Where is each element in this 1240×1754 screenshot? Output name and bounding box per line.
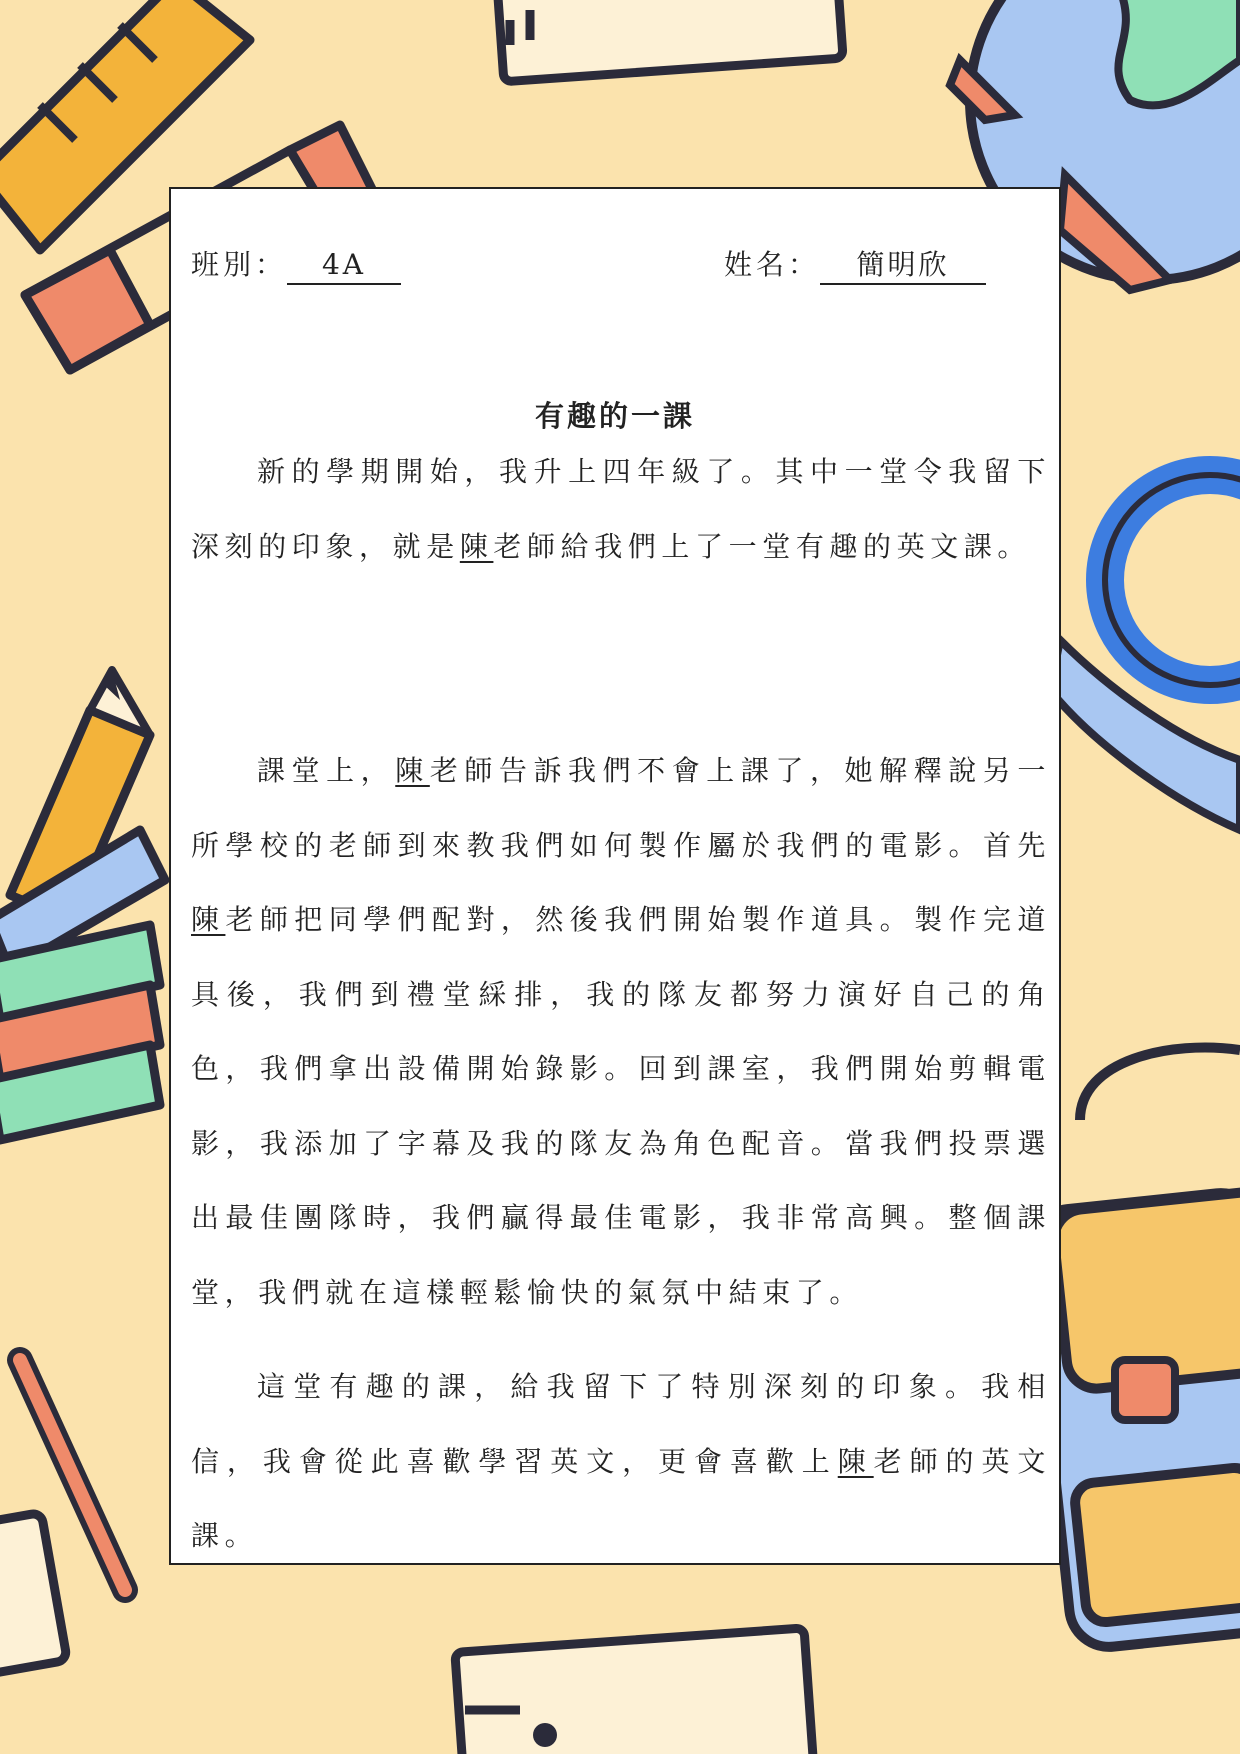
paragraph-2 bbox=[191, 734, 1051, 1330]
scissors-icon bbox=[1050, 475, 1240, 830]
pencil-icon bbox=[0, 670, 165, 1140]
brush-icon bbox=[0, 1360, 125, 1677]
essay-sheet bbox=[169, 187, 1061, 1565]
paragraph-3 bbox=[191, 1350, 1051, 1574]
notepad-icon bbox=[496, 0, 843, 82]
class-value: 4A bbox=[287, 247, 401, 285]
proper-noun-underlined: 陳 bbox=[395, 754, 430, 787]
essay-title: 有趣的一課 bbox=[534, 399, 695, 433]
name-value: 簡明欣 bbox=[820, 247, 986, 285]
proper-noun-underlined: 陳 bbox=[837, 1444, 874, 1478]
paragraph-text: 這堂有趣的課，給我留下了特別深刻的印象。我相信，我會從此喜歡學習英文，更會喜歡上 bbox=[191, 1370, 1051, 1478]
proper-noun-underlined: 陳 bbox=[459, 529, 494, 563]
paragraph-text: 老師給我們上了一堂有趣的英文課。 bbox=[493, 529, 1032, 563]
paragraph-text: 老師把同學們配對，然後我們開始製作道具。製作完道具後，我們到禮堂綵排，我的隊友都努力演好自己的角色，我們拿出設備開始錄影。回到課室，我們開始剪輯電影，我添加了字幕及我的隊友為角色配音。當我們投票選出最佳團隊時，我們贏得最佳電影，我非常高興。整個課堂，我們就在這樣輕鬆愉快的氣氛中結束了。 bbox=[191, 903, 1051, 1309]
paragraph-text: 新的學期開始，我升上四年級了。其中一堂令我留下深刻的印象，就是 bbox=[191, 455, 1051, 563]
notepad-bottom-icon bbox=[455, 1628, 815, 1754]
paragraph-text: 課堂上， bbox=[257, 754, 396, 787]
class-label: 班別： bbox=[191, 248, 288, 281]
paragraph-1 bbox=[191, 435, 1051, 584]
class-field bbox=[191, 245, 401, 285]
proper-noun-underlined: 陳 bbox=[191, 903, 226, 936]
name-label: 姓名： bbox=[724, 248, 821, 281]
paragraph-text: 老師的英文課。 bbox=[191, 1444, 1051, 1552]
paragraph-text: 老師告訴我們不會上課了，她解釋說另一所學校的老師到來教我們如何製作屬於我們的電影。首先 bbox=[191, 754, 1051, 862]
name-field bbox=[724, 245, 986, 285]
